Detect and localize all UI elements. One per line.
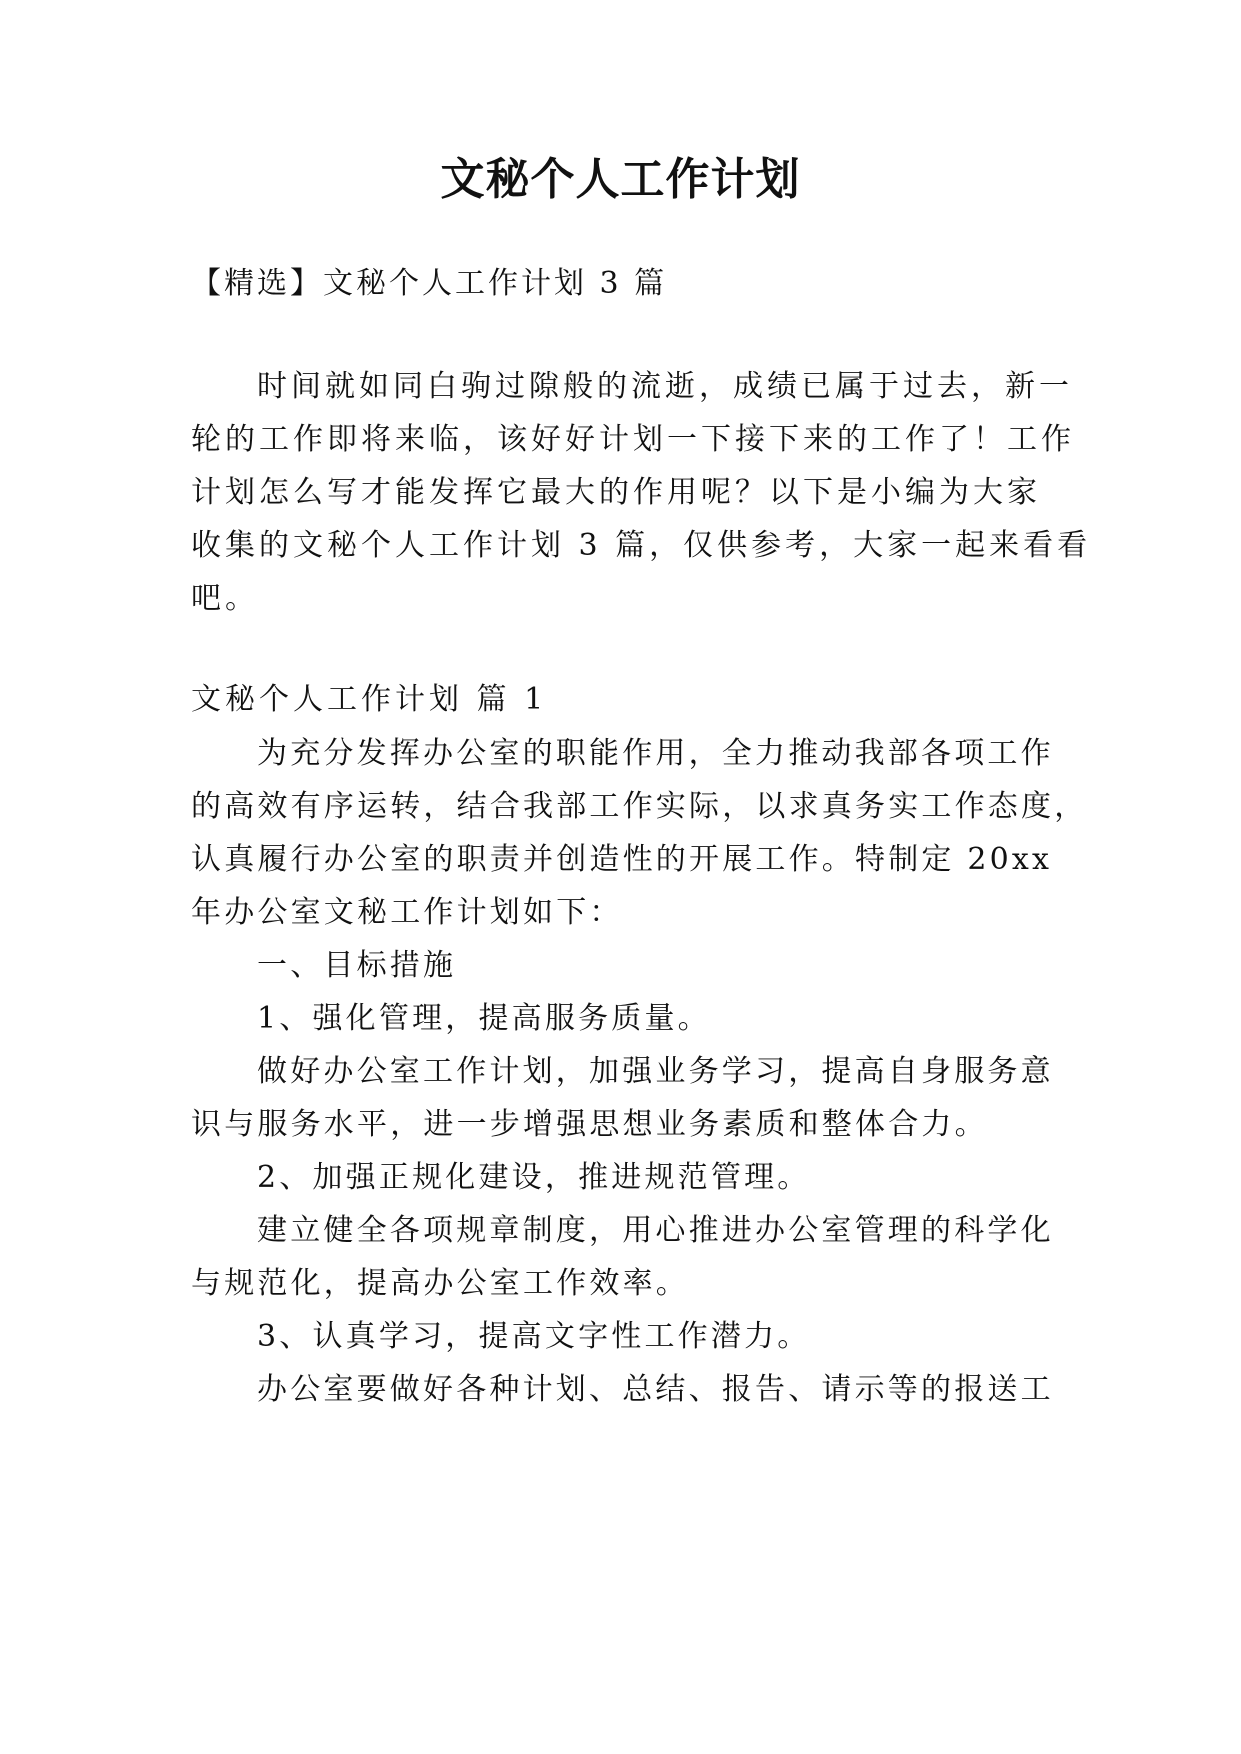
- body-line: 办公室要做好各种计划、总结、报告、请示等的报送工: [257, 1372, 1054, 1407]
- intro-line: 时间就如同白驹过隙般的流逝，成绩已属于过去，新一: [257, 369, 1073, 404]
- intro-line: 计划怎么写才能发挥它最大的作用呢？以下是小编为大家: [191, 475, 1041, 510]
- document-title: 文秘个人工作计划: [440, 154, 801, 205]
- item-heading-1: 1、强化管理，提高服务质量。: [257, 1001, 711, 1036]
- body-line: 为充分发挥办公室的职能作用，全力推动我部各项工作: [257, 736, 1054, 771]
- body-line: 认真履行办公室的职责并创造性的开展工作。特制定 20xx: [191, 842, 1053, 877]
- intro-line: 轮的工作即将来临，该好好计划一下接下来的工作了！工作: [191, 422, 1075, 457]
- heading-target-measures: 一、目标措施: [257, 948, 457, 983]
- body-line: 与规范化，提高办公室工作效率。: [191, 1266, 689, 1301]
- body-line: 的高效有序运转，结合我部工作实际，以求真务实工作态度，: [191, 789, 1088, 824]
- intro-line: 收集的文秘个人工作计划 3 篇，仅供参考，大家一起来看看: [191, 528, 1092, 563]
- body-line: 做好办公室工作计划，加强业务学习，提高自身服务意: [257, 1054, 1054, 1089]
- intro-line: 吧。: [191, 581, 259, 616]
- item-heading-3: 3、认真学习，提高文字性工作潜力。: [257, 1319, 811, 1354]
- body-line: 年办公室文秘工作计划如下：: [191, 895, 623, 930]
- body-line: 识与服务水平，进一步增强思想业务素质和整体合力。: [191, 1107, 988, 1142]
- section-title: 文秘个人工作计划 篇 1: [191, 682, 548, 717]
- body-line: 建立健全各项规章制度，用心推进办公室管理的科学化: [257, 1213, 1054, 1248]
- item-heading-2: 2、加强正规化建设，推进规范管理。: [257, 1160, 811, 1195]
- document-subtitle: 【精选】文秘个人工作计划 3 篇: [191, 266, 668, 301]
